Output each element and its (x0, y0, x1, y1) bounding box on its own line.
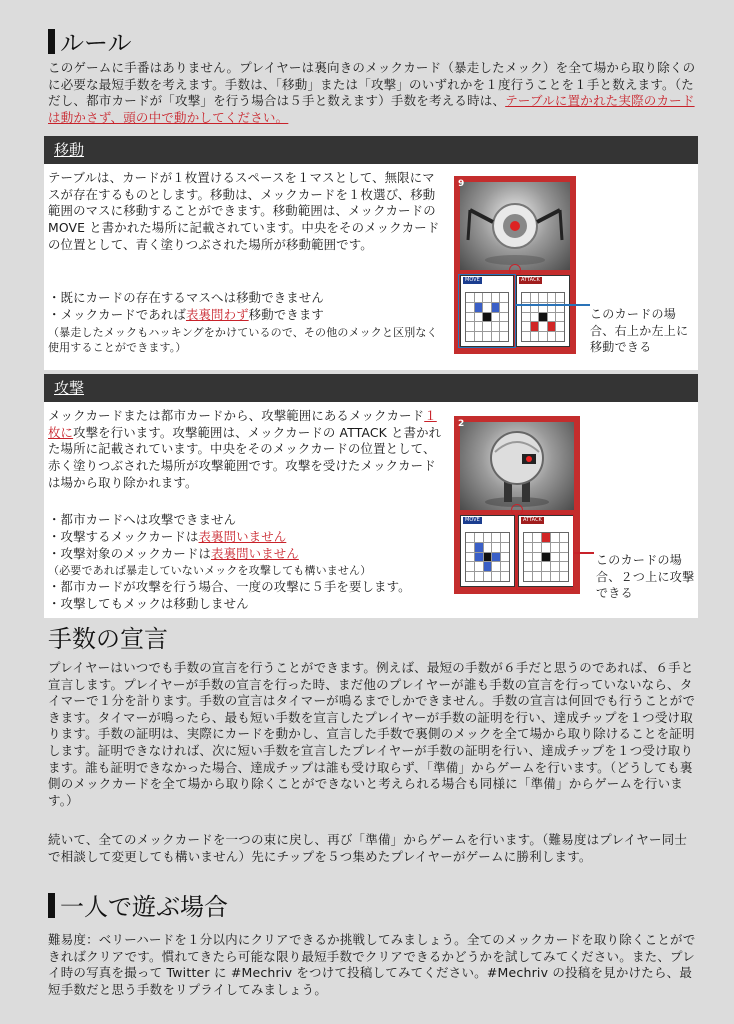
walker-mech-icon (460, 422, 574, 510)
attack-callout-highlight (516, 514, 574, 590)
callout-line (574, 552, 594, 554)
attack-bullet-3: ・攻撃対象のメックカードは表裏問いません (48, 546, 299, 561)
move-range-grid (460, 515, 515, 587)
move-bullet-2: ・メックカードであれば表裏問わず移動できます (48, 307, 324, 322)
move-section-header: 移動 (44, 136, 698, 164)
move-callout-text: このカードの場合、右上か左上に移動できる (590, 307, 689, 354)
attack-panel (44, 402, 698, 618)
rules-paragraph: このゲームに手番はありません。プレイヤーは裏向きのメックカード（暴走したメック）を全て場から取り除くのに必要な最短手数を考えます。手数は、「移動」または「攻撃」のいずれかを１度行うことを１手と数えます。（ただし、都市カードが「攻撃」を行う場合は５手と数えます）手数を考える時は、テーブルに置かれた実際のカードは動かさず、頭の中で動かしてください。 (48, 60, 696, 125)
mech-illustration (460, 182, 570, 270)
attack-bullet-1: ・都市カードへは攻撃できません (48, 512, 237, 527)
move-callout-highlight (458, 274, 516, 348)
move-panel (44, 164, 698, 370)
callout-line (516, 304, 590, 306)
attack-callout-text: このカードの場合、２つ上に攻撃できる (596, 553, 695, 600)
move-label: MOVE (465, 277, 480, 283)
card-number: 2 (458, 419, 465, 429)
attack-label: ATTACK (523, 517, 542, 523)
card-number: 9 (458, 179, 465, 189)
attack-range-grid (516, 275, 570, 347)
move-description: テーブルは、カードが１枚置けるスペースを１マスとして、無限にマスが存在するものとします。移動は、メックカードを１枚選び、移動範囲のマスに移動することができます。移動範囲は、メックカードの MOVE と書かれた場所に記載されています。中央をそのメックカードの位置として、青く塗りつぶされた場所が移動範囲です。 (48, 170, 440, 252)
attack-label: ATTACK (521, 277, 540, 283)
attack-note: （必要であれば暴走していないメックを攻撃しても構いません） (48, 564, 372, 577)
heading-bar (48, 29, 55, 54)
mech-illustration (460, 422, 574, 510)
attack-bullet-4: ・都市カードが攻撃を行う場合、一度の攻撃に５手を要します。 (48, 579, 411, 594)
heading-bar (48, 893, 55, 918)
attack-bullet-2: ・攻撃するメックカードは表裏問いません (48, 529, 287, 544)
move-label: MOVE (465, 517, 480, 523)
declare-paragraph-2: 続いて、全てのメックカードを一つの束に戻し、再び「準備」からゲームを行います。（難易度はプレイヤー同士で相談して変更しても構いません）先にチップを５つ集めたプレイヤーがゲームに勝利します。 (48, 832, 688, 864)
drone-mech-icon (460, 182, 570, 270)
attack-section-header: 攻撃 (44, 374, 698, 402)
solo-paragraph: 難易度：ベリーハードを１分以内にクリアできるか挑戦してみましょう。全てのメックカードを取り除くことができればクリアです。慣れてきたら可能な限り最短手数でクリアできるかどうかを試してみてください。また、プレイ時の写真を撮って Twitter に #Mechriv をつけて投稿してみてください。#Mechriv の投稿を見かけたら、最短手数だと思う手数をリプライしてみましょう。 (48, 932, 696, 997)
solo-title: 一人で遊ぶ場合 (48, 892, 228, 922)
attack-bullet-5: ・攻撃してもメックは移動しません (48, 596, 249, 611)
rules-title: ルール (48, 28, 132, 58)
declare-paragraph-1: プレイヤーはいつでも手数の宣言を行うことができます。例えば、最短の手数が６手だと思うのであれば、６手と宣言します。プレイヤーが手数の宣言を行った時、まだ他のプレイヤーが誰も手数の宣言を行っていないなら、タイマーで１分を計ります。手数の宣言はタイマーが鳴るまでしかできません。手数の宣言は何回でも行うことができます。タイマーが鳴ったら、最も短い手数を宣言したプレイヤーが手数の証明を行い、達成チップを１つ受け取ります。手数の証明は、実際にカードを動かし、宣言した手数で裏側のメックを全て場から取り除けることを証明します。証明できなければ、次に短い手数を宣言したプレイヤーが手数の証明を行い、達成チップを１つ受け取ります。誰も証明できなかった場合、達成チップは誰も受け取らず、「準備」からゲームを行います。（どうしても裏側のメックカードを全て場から取り除くことができないと考えられる場合も同様に「準備」からゲームを行います。） (48, 660, 696, 808)
attack-description: メックカードまたは都市カードから、攻撃範囲にあるメックカード１枚に攻撃を行います。攻撃範囲は、メックカードの ATTACK と書かれた場所に記載されています。中央をそのメックカードの位置として、赤く塗りつぶされた場所が攻撃範囲です。攻撃を受けたメックカードは場から取り除かれます。 (48, 408, 442, 490)
declare-title: 手数の宣言 (48, 625, 168, 653)
move-bullet-1: ・既にカードの存在するマスへは移動できません (48, 290, 324, 305)
move-note: （暴走したメックもハッキングをかけているので、その他のメックと区別なく使用することができます。） (48, 326, 438, 354)
